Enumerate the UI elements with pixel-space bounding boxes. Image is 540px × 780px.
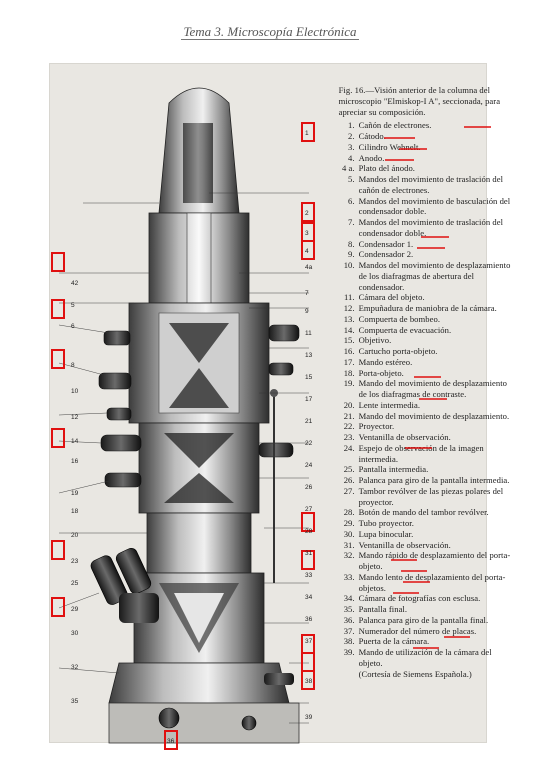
legend-item-label: Mando lento de desplazamiento del porta-objetos. bbox=[358, 571, 506, 593]
figure-label-left: 32 bbox=[70, 664, 78, 671]
legend-item-number: 27. bbox=[343, 485, 355, 496]
legend-item-label: Palanca para giro de la pantalla intermedia. bbox=[358, 475, 510, 485]
legend-item-label: Palanca para giro de la pantalla final. bbox=[358, 614, 489, 625]
figure-label-left: 42 bbox=[70, 280, 78, 287]
legend-item-label: Plato del ánodo. bbox=[358, 163, 416, 174]
header-title: Tema 3. Microscopía Electrónica bbox=[183, 24, 357, 39]
legend-item-number: 32. bbox=[343, 550, 355, 561]
legend-item-label: Cámara de fotografías con esclusa. bbox=[358, 593, 481, 604]
legend-item-number: 38. bbox=[343, 636, 355, 647]
legend-item-label: Cartucho porta-objeto. bbox=[358, 346, 438, 356]
legend-item-number: 13. bbox=[343, 313, 355, 324]
legend-item-number: 9. bbox=[348, 249, 355, 260]
figure-label-right: 2 bbox=[304, 210, 309, 217]
legend-item-number: 15. bbox=[343, 335, 355, 346]
legend-item-label: Botón de mando del tambor revólver. bbox=[358, 507, 489, 518]
legend-item-label: Tambor revólver de las piezas polares del proyector. bbox=[358, 485, 504, 507]
figure-label-left: 30 bbox=[70, 630, 78, 637]
legend-item-label: Cilindro Wehnelt. bbox=[358, 141, 421, 152]
figure-label-right: 27 bbox=[304, 506, 312, 513]
figure-caption: Fig. 16.—Visión anterior de la columna del microscopio "Elmiskop-I A", seccionada, para apreciar su composición. bbox=[338, 85, 501, 117]
scanned-page bbox=[49, 63, 511, 745]
figure-label-left: 25 bbox=[70, 580, 78, 587]
figure-label-left: 18 bbox=[70, 508, 78, 515]
legend-item-number: 36. bbox=[343, 614, 355, 625]
legend-item-label: Proyector. bbox=[358, 421, 395, 432]
legend-item-label: Mandos del movimiento de traslación del cañón de electrones. bbox=[358, 174, 504, 195]
legend-item-number: 17. bbox=[343, 356, 355, 367]
legend-item-number: 25. bbox=[343, 464, 355, 475]
figure-label-right: 33 bbox=[304, 572, 312, 579]
legend-item-label: Anodo. bbox=[358, 152, 385, 163]
legend-item-label: (Cortesía de Siemens Española.) bbox=[358, 668, 472, 679]
legend-item-number: 35. bbox=[343, 604, 355, 614]
figure-label-right: 36 bbox=[304, 616, 312, 623]
figure-label-left: 5 bbox=[70, 302, 75, 309]
legend-item-number: 26. bbox=[343, 475, 355, 485]
legend-item-number: 22. bbox=[343, 421, 355, 432]
legend-item-number: 2. bbox=[348, 131, 355, 141]
legend-item-number: 28. bbox=[343, 507, 355, 518]
figure-label-left: 8 bbox=[70, 362, 75, 369]
legend-item-label: Cámara del objeto. bbox=[358, 292, 425, 303]
figure-label-left: 20 bbox=[70, 532, 78, 539]
legend-item-label: Mando estéreo. bbox=[358, 356, 413, 367]
figure-label-right: 21 bbox=[304, 418, 312, 425]
figure-label-right: 38 bbox=[304, 678, 312, 685]
legend-item-label: Cañón de electrones. bbox=[358, 120, 432, 131]
legend-item-number: 20. bbox=[343, 399, 355, 410]
figure-label-left: 35 bbox=[70, 698, 78, 705]
figure-label-right: 17 bbox=[304, 396, 312, 403]
figure-label-bottom: 36 bbox=[166, 738, 174, 745]
legend-item-label: Mandos del movimiento de basculación del condensador doble. bbox=[358, 195, 511, 217]
figure-label-left: 12 bbox=[70, 414, 78, 421]
legend-item-label: Espejo de observación de la imagen intermedia. bbox=[358, 442, 484, 464]
legend-item-label: Mandos del movimiento de traslación del condensador doble. bbox=[358, 217, 504, 238]
legend-item-number: 29. bbox=[343, 518, 355, 528]
figure-label-right: 22 bbox=[304, 440, 312, 447]
legend-item-number: 5. bbox=[348, 174, 355, 184]
legend-item-number: 24. bbox=[343, 442, 355, 453]
legend-item-number: 19. bbox=[343, 378, 355, 389]
legend-item-label: Mando del movimiento de desplazamiento. bbox=[358, 410, 510, 421]
legend-item-number: 18. bbox=[343, 367, 355, 378]
figure-label-right: 4a bbox=[304, 264, 312, 271]
legend-item-number: 10. bbox=[343, 260, 355, 270]
legend-item-label: Ventanilla de observación. bbox=[358, 432, 451, 442]
legend-item-label: Puerta de la cámara. bbox=[358, 636, 430, 647]
figure-label-left: 16 bbox=[70, 458, 78, 465]
legend-item-number: 31. bbox=[343, 539, 355, 550]
legend-item-label: Mando de utilización de la cámara del objeto. bbox=[358, 647, 492, 668]
legend-item-number: 37. bbox=[343, 625, 355, 636]
figure-label-right: 4 bbox=[304, 248, 309, 255]
annotation-arrows bbox=[49, 63, 487, 743]
figure-label-right: 39 bbox=[304, 714, 312, 721]
legend-item-number: 12. bbox=[343, 303, 355, 313]
figure-label-right: 7 bbox=[304, 290, 309, 297]
legend-item-label: Mandos del movimiento de desplazamiento de los diafragmas de abertura del condensador. bbox=[358, 260, 511, 292]
figure-label-left: 6 bbox=[70, 323, 75, 330]
legend-item-number: 23. bbox=[343, 432, 355, 442]
legend-item-number: 11. bbox=[344, 292, 355, 303]
legend-item-number: 8. bbox=[348, 238, 355, 249]
figure-label-right: 37 bbox=[304, 638, 312, 645]
legend-item-label: Ventanilla de observación. bbox=[358, 539, 451, 550]
legend-item-label: Objetivo. bbox=[358, 335, 392, 346]
legend-item-label: Numerador del número de placas. bbox=[358, 625, 477, 636]
legend-item-label: Empuñadura de maniobra de la cámara. bbox=[358, 303, 497, 313]
legend-item-number: 14. bbox=[343, 324, 355, 335]
legend-item-number: 16. bbox=[343, 346, 355, 356]
figure-label-left: 29 bbox=[70, 606, 78, 613]
legend-item-number: 39. bbox=[343, 647, 355, 657]
legend-item-label: Compuerta de evacuación. bbox=[358, 324, 452, 335]
legend-item-label: Pantalla intermedia. bbox=[358, 464, 429, 475]
figure-label-left: 14 bbox=[70, 438, 78, 445]
legend-item-number: 33. bbox=[343, 571, 355, 582]
figure-label-left: 10 bbox=[70, 388, 78, 395]
legend-item-label: Cátodo. bbox=[358, 131, 386, 141]
figure-label-right: 9 bbox=[304, 308, 309, 315]
figure-label-right: 31 bbox=[304, 550, 312, 557]
figure-label-left: 19 bbox=[70, 490, 78, 497]
figure-label-left: 23 bbox=[70, 558, 78, 565]
legend-item-number: 3. bbox=[348, 141, 355, 152]
figure-label-right: 15 bbox=[304, 374, 312, 381]
legend-item-label: Mando rápido de desplazamiento del porta-objeto. bbox=[358, 550, 511, 571]
legend-item-label: Lente intermedia. bbox=[358, 399, 421, 410]
legend-item-label: Condensador 1. bbox=[358, 238, 414, 249]
legend-item-label: Pantalla final. bbox=[358, 604, 408, 614]
legend-item-label: Condensador 2. bbox=[358, 249, 414, 260]
legend-item-label: Lupa binocular. bbox=[358, 528, 414, 539]
legend-item-number: 30. bbox=[343, 528, 355, 539]
legend-item-number: 6. bbox=[348, 195, 355, 206]
legend-item-label: Porta-objeto. bbox=[358, 367, 404, 378]
figure-label-right: 28 bbox=[304, 528, 312, 535]
legend-item-number: 4. bbox=[348, 152, 355, 163]
figure-label-right: 13 bbox=[304, 352, 312, 359]
legend-item-label: Mando del movimiento de desplazamiento de los diafragmas de contraste. bbox=[358, 378, 508, 399]
legend-item-number: 1. bbox=[348, 120, 355, 131]
figure-label-right: 26 bbox=[304, 484, 312, 491]
figure-label-right: 34 bbox=[304, 594, 312, 601]
figure-label-right: 1 bbox=[304, 130, 309, 137]
legend-item-number: 21. bbox=[343, 410, 355, 421]
page-header bbox=[0, 24, 540, 40]
figure-label-right: 3 bbox=[304, 230, 309, 237]
legend-item-label: Compuerta de bombeo. bbox=[358, 313, 441, 324]
legend-item-number: 4 a. bbox=[341, 163, 355, 174]
legend-item-label: Tubo proyector. bbox=[358, 518, 414, 528]
figure-label-right: 11 bbox=[304, 330, 312, 337]
legend-item-number: 7. bbox=[348, 217, 355, 227]
legend-item-number: 34. bbox=[343, 593, 355, 604]
figure-label-right: 24 bbox=[304, 462, 312, 469]
